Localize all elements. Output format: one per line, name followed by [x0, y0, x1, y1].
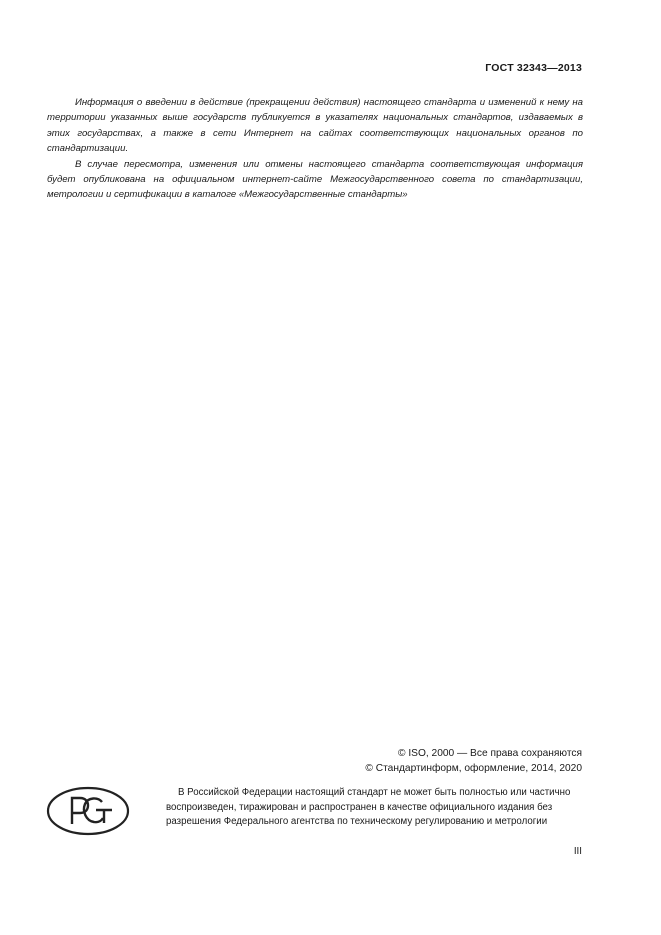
- copyright-iso: © ISO, 2000 — Все права сохраняются: [398, 748, 582, 759]
- legal-notice: [166, 786, 584, 830]
- copyright-standartinform: © Стандартинформ, оформление, 2014, 2020: [365, 763, 582, 774]
- rst-logo-icon: [46, 786, 130, 836]
- info-paragraph: В случае пересмотра, изменения или отмены настоящего стандарта соответствующая информация будет опубликована на официальном интернет-сайте Межгосударственного совета по стандартизации, метрологии и сертификации в каталоге «Межгосударственные стандарты»: [47, 158, 583, 201]
- page-number: III: [573, 846, 582, 857]
- legal-text: В Российской Федерации настоящий стандарт не может быть полностью или частично воспроизведен, тиражирован и распространен в качестве официального издания без разрешения Федерального агентства по техническому регулированию и метрологии: [166, 787, 571, 828]
- copyright-block: [365, 746, 582, 776]
- document-code: ГОСТ 32343—2013: [485, 62, 582, 74]
- info-paragraph: Информация о введении в действие (прекращении действия) настоящего стандарта и изменений к нему на территории указанных выше государств публикуется в указателях национальных стандартов, издаваемых в этих государствах, а также в сети Интернет на сайтах соответствующих национальных органов по стандартизации.: [47, 97, 583, 155]
- info-block: [47, 95, 583, 203]
